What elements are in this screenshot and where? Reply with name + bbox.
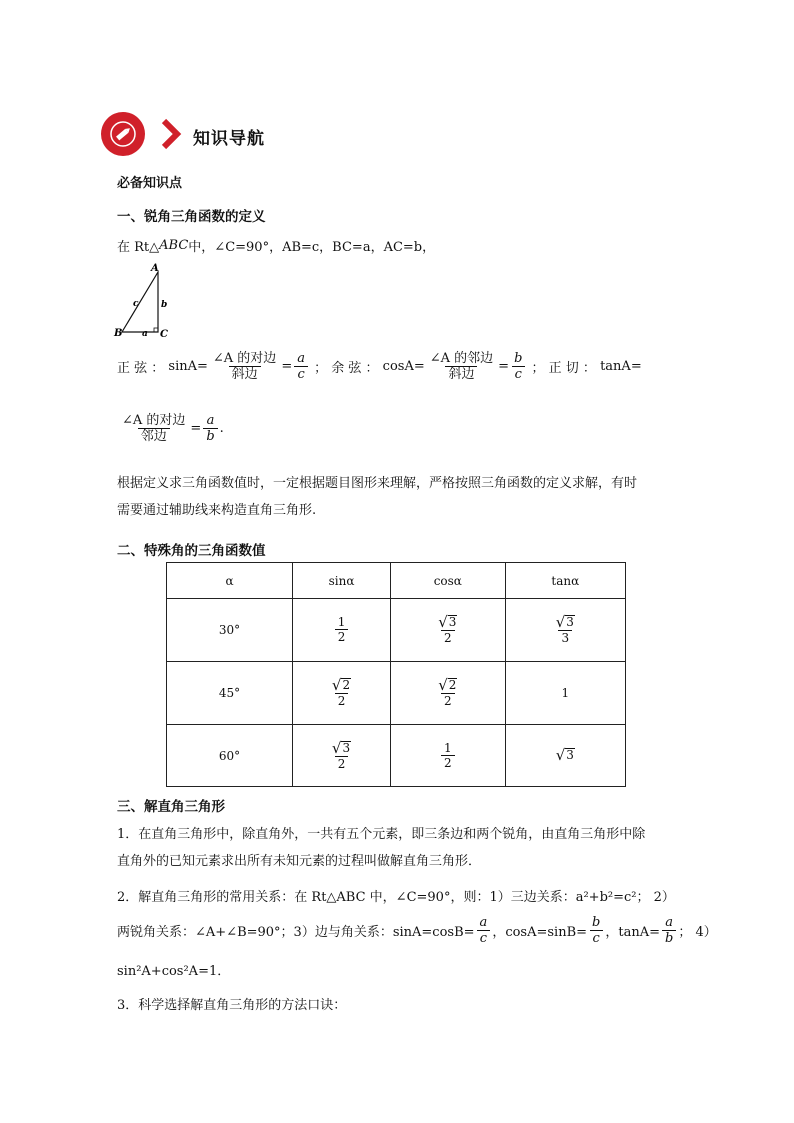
section3-p2-line1: 2．解直角三角形的常用关系：在 Rt△ABC 中，∠C=90°，则：1）三边关系：a²+b²=c²； 2）: [117, 890, 675, 905]
pencil-icon: [110, 121, 136, 147]
cos-letters: $\frac{b}{c}$: [511, 352, 525, 381]
header-cos: cosα: [391, 563, 506, 599]
right-triangle-diagram: [112, 262, 172, 342]
side-b: b: [161, 300, 168, 310]
side-a: a: [142, 329, 148, 339]
section1-note: 根据定义求三角函数值时，一定根据题目图形来理解，严格按照三角函数的定义求解，有时 需要通过辅助线来构造直角三角形.: [117, 476, 638, 518]
header-alpha: α: [167, 563, 293, 599]
section1-intro: 在 Rt△ ABC 中，∠C=90°，AB=c，BC=a，AC=b，: [117, 238, 436, 255]
section3-p2-line2: 两锐角关系：∠A+∠B=90°；3）边与角关系：sinA=cosB= $\frac{a}{c}$ ，cosA=sinB= $\frac{b}{c}$ ，tanA= $\frac{a}{b}$ ； 4）: [117, 915, 717, 946]
special-angles-table: [166, 562, 626, 787]
table-row: 45° √ 2 2 √ 2 2 1: [167, 662, 626, 725]
section3-p3: 3．科学选择解直角三角形的方法口诀：: [117, 998, 347, 1013]
vertex-A: A: [151, 263, 159, 274]
chevron-right-icon: [160, 118, 182, 150]
section1-title: 一、锐角三角函数的定义: [117, 209, 266, 225]
header-badge: [101, 112, 145, 156]
table-header-row: [167, 563, 626, 599]
header-sin: sinα: [292, 563, 390, 599]
subtitle: 必备知识点: [117, 176, 183, 191]
side-c: c: [133, 299, 139, 309]
table-row: 30° $\frac{1}{2}$ √ 3 2 √ 3 3: [167, 599, 626, 662]
vertex-C: C: [160, 329, 168, 340]
tan-letters: $\frac{a}{b}$: [203, 414, 217, 443]
tan-ratio: $\frac{\text{∠A 的对边}}{\text{邻边}}$: [122, 413, 186, 444]
page-title: 知识导航: [193, 129, 265, 149]
section3-p1: 1．在直角三角形中，除直角外，一共有五个元素，即三条边和两个锐角，由直角三角形中除 直角外的已知元素求出所有未知元素的过程叫做解直角三角形．: [117, 827, 646, 869]
section3-title: 三、解直角三角形: [117, 799, 225, 815]
sine-letters: $\frac{a}{c}$: [294, 352, 308, 381]
tangent-line: $\frac{\text{∠A 的对边}}{\text{邻边}}$ = $\frac{a}{b}$ .: [117, 414, 224, 443]
table-row: 60° √ 3 2 $\frac{1}{2}$ √ 3: [167, 725, 626, 787]
section2-title: 二、特殊角的三角函数值: [117, 543, 266, 559]
section3-p2-line3: sin²A+cos²A=1．: [117, 964, 231, 979]
header-tan: tanα: [505, 563, 625, 599]
vertex-B: B: [114, 328, 123, 339]
cos-ratio: $\frac{\text{∠A 的邻边}}{\text{斜边}}$: [429, 351, 494, 382]
definitions-line: 正 弦 ： sinA= $\frac{\text{∠A 的对边}}{\text{斜边}}$ = $\frac{a}{c}$ ； 余 弦 ： cosA= $\frac{\text{∠A 的邻边}}{\text{斜边}}$ = $\frac{b}{c}$ ； 正 切 ： tanA=: [117, 351, 642, 382]
sine-ratio: $\frac{\text{∠A 的对边}}{\text{斜边}}$: [212, 351, 277, 382]
